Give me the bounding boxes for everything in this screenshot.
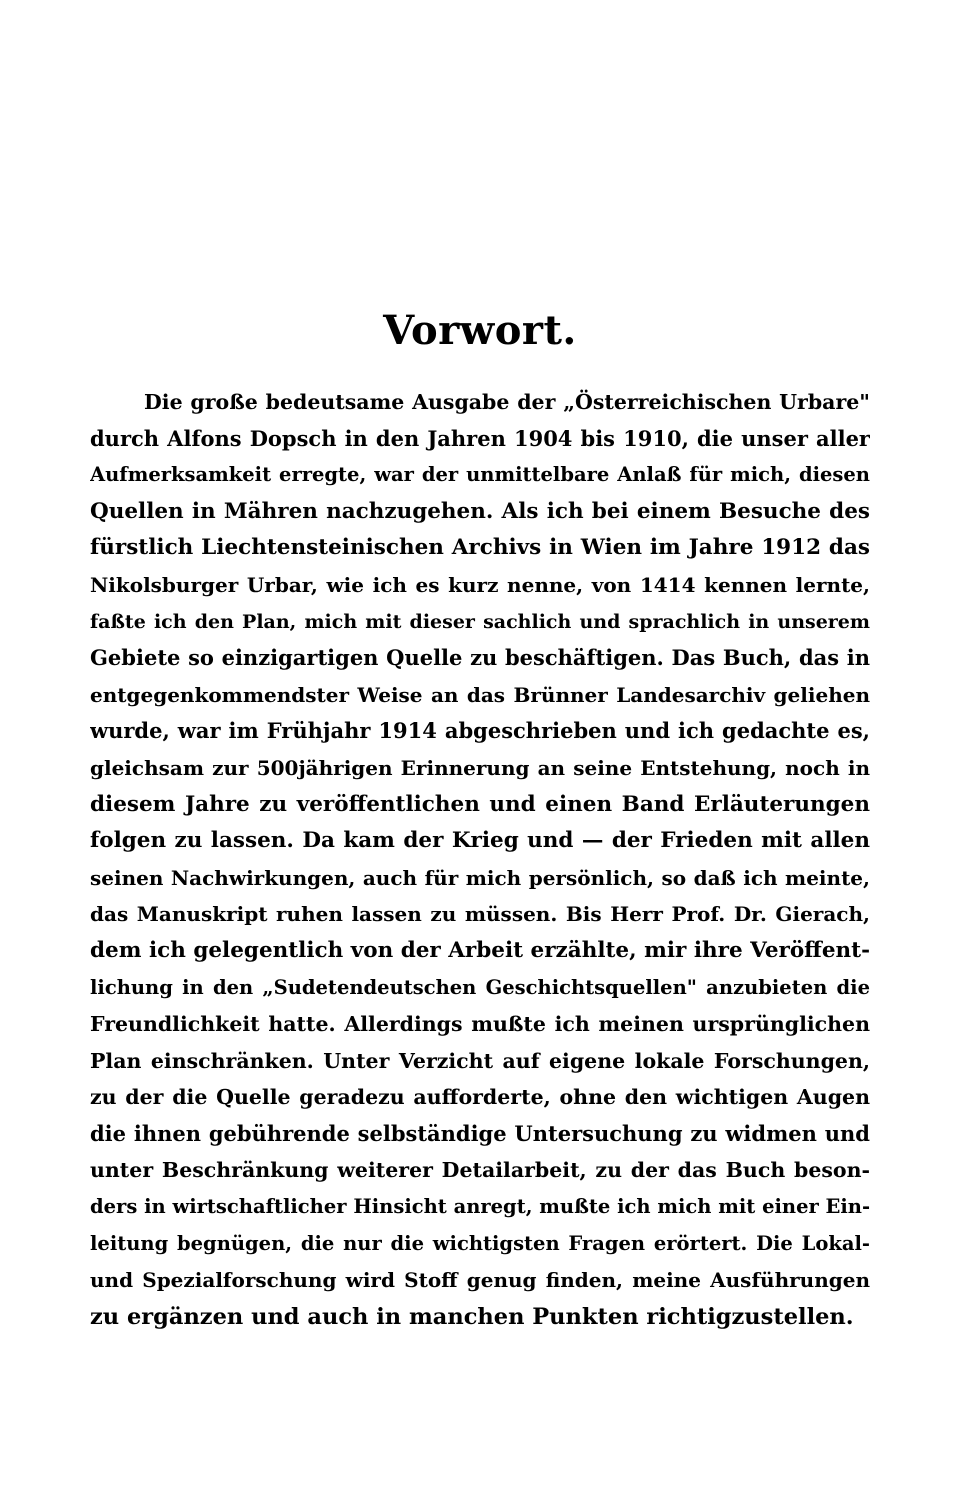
page-title: Vorwort. — [383, 307, 577, 354]
text-line: entgegenkommendster Weise an das Brünner Landesarchiv geliehen — [90, 682, 870, 707]
text-line: zu der die Quelle geradezu aufforderte, ohne den wichtigen Augen — [90, 1085, 870, 1110]
text-line: die ihnen gebührende selbständige Untersuchung zu widmen und — [90, 1120, 870, 1146]
text-line: und Spezialforschung wird Stoff genug finden, meine Ausführungen — [90, 1268, 870, 1293]
text-line: Nikolsburger Urbar, wie ich es kurz nenne, von 1414 kennen lernte, — [90, 572, 870, 597]
text-line: Gebiete so einzigartigen Quelle zu beschäftigen. Das Buch, das in — [90, 645, 870, 671]
text-line: Quellen in Mähren nachzugehen. Als ich bei einem Besuche des — [90, 498, 870, 524]
text-line: das Manuskript ruhen lassen zu müssen. Bis Herr Prof. Dr. Gierach, — [90, 902, 870, 927]
text-line: Freundlichkeit hatte. Allerdings mußte ich meinen ursprünglichen — [90, 1012, 870, 1037]
text-line: Aufmerksamkeit erregte, war der unmittelbare Anlaß für mich, diesen — [90, 463, 870, 487]
text-line: faßte ich den Plan, mich mit dieser sachlich und sprachlich in unserem — [90, 610, 870, 633]
text-line: leitung begnügen, die nur die wichtigsten Fragen erörtert. Die Lokal- — [90, 1231, 870, 1255]
text-line: durch Alfons Dopsch in den Jahren 1904 bis 1910, die unser aller — [90, 425, 870, 451]
text-line: zu ergänzen und auch in manchen Punkten richtigzustellen. — [90, 1303, 854, 1330]
text-line: wurde, war im Frühjahr 1914 abgeschrieben und ich gedachte es, — [90, 718, 870, 744]
text-line: lichung in den „Sudetendeutschen Geschichtsquellen" anzubieten die — [90, 975, 870, 999]
text-line: dem ich gelegentlich von der Arbeit erzählte, mir ihre Veröffent- — [90, 937, 870, 963]
text-line: folgen zu lassen. Da kam der Krieg und — der Frieden mit allen — [90, 828, 870, 854]
text-line: fürstlich Liechtensteinischen Archivs in Wien im Jahre 1912 das — [90, 535, 870, 561]
text-line: unter Beschränkung weiterer Detailarbeit, zu der das Buch beson- — [90, 1158, 870, 1183]
preface-paragraph — [90, 384, 870, 1335]
text-line: Plan einschränken. Unter Verzicht auf eigene lokale Forschungen, — [90, 1048, 870, 1073]
text-line: diesem Jahre zu veröffentlichen und einen Band Erläuterungen — [90, 791, 870, 817]
text-line: ders in wirtschaftlicher Hinsicht anregt, mußte ich mich mit einer Ein- — [90, 1195, 870, 1219]
text-line: gleichsam zur 500jährigen Erinnerung an seine Entstehung, noch in — [90, 755, 870, 780]
text-line: seinen Nachwirkungen, auch für mich persönlich, so daß ich meinte, — [90, 865, 870, 890]
text-line: Die große bedeutsame Ausgabe der „Österreichischen Urbare" — [144, 390, 870, 414]
